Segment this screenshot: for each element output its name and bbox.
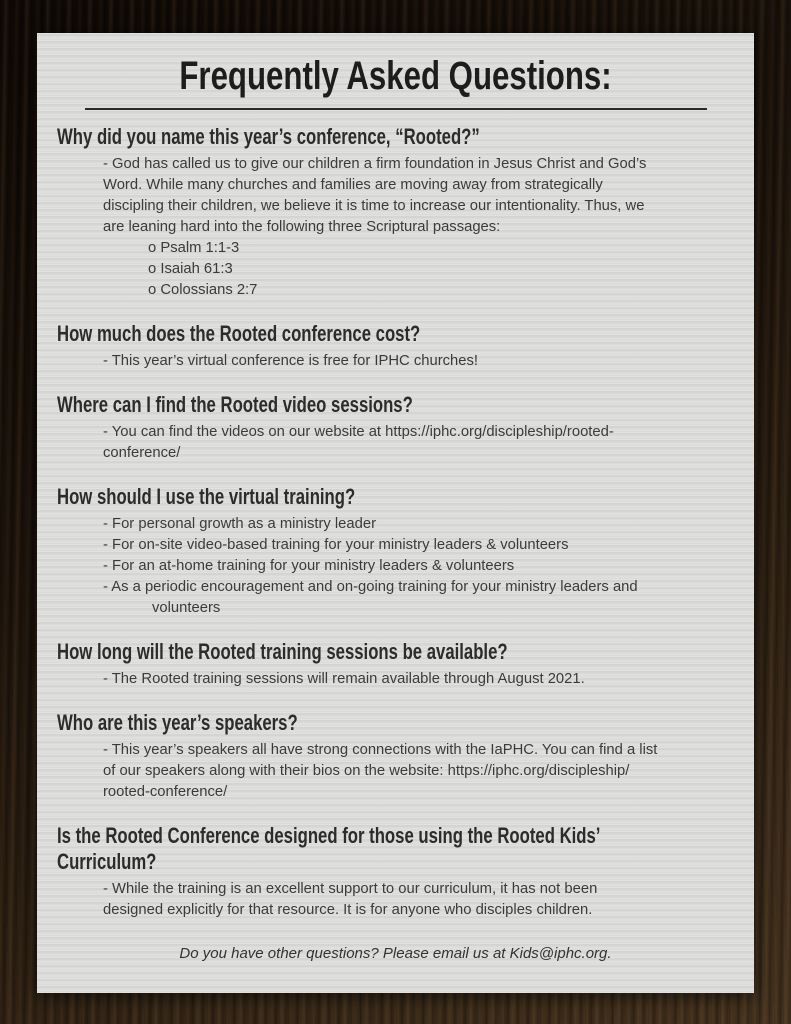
answer xyxy=(57,669,714,690)
question-heading xyxy=(57,823,601,875)
question-line: Where can I find the Rooted video sessions? xyxy=(57,392,413,417)
answer xyxy=(57,154,714,301)
answer-line: discipling their children, we believe it is time to increase our intentionality. Thus, we xyxy=(103,198,645,214)
answer-line: - This year’s speakers all have strong connections with the IaPHC. You can find a list xyxy=(103,742,658,758)
answer-line: - For on-site video-based training for your ministry leaders & volunteers xyxy=(103,537,569,553)
page-title: Frequently Asked Questions: xyxy=(179,54,612,98)
answer-line: - For personal growth as a ministry leader xyxy=(103,516,377,532)
answer-line: - For an at-home training for your ministry leaders & volunteers xyxy=(103,558,515,574)
faq-section xyxy=(57,392,714,464)
question-line: Who are this year’s speakers? xyxy=(57,710,298,735)
answer xyxy=(57,422,714,464)
question-heading xyxy=(57,639,556,665)
answer-line: - While the training is an excellent support to our curriculum, it has not been xyxy=(103,881,598,897)
answer-line: - You can find the videos on our website at https://iphc.org/discipleship/rooted- xyxy=(103,424,614,440)
scripture-bullet-line: o Colossians 2:7 xyxy=(148,282,258,298)
answer xyxy=(57,879,714,921)
faq-section xyxy=(57,321,714,372)
scripture-bullet-line: o Psalm 1:1-3 xyxy=(148,240,240,256)
answer-line: of our speakers along with their bios on the website: https://iphc.org/discipleship/ xyxy=(103,763,630,779)
faq-section xyxy=(57,484,714,619)
question-heading xyxy=(57,484,556,510)
answer xyxy=(57,514,714,619)
title-divider xyxy=(85,108,707,110)
question-heading xyxy=(57,321,556,347)
contact-note: Do you have other questions? Please email us at Kids@iphc.org. xyxy=(179,945,612,962)
answer-line: are leaning hard into the following three Scriptural passages: xyxy=(103,219,501,235)
faq-list xyxy=(37,124,754,921)
question-heading xyxy=(57,710,556,736)
answer-line: designed explicitly for that resource. It is for anyone who disciples children. xyxy=(103,902,593,918)
question-line: How should I use the virtual training? xyxy=(57,484,356,509)
scripture-bullet-line: o Isaiah 61:3 xyxy=(148,261,233,277)
question-heading xyxy=(57,124,556,150)
faq-section xyxy=(57,124,714,301)
faq-section xyxy=(57,639,714,690)
answer-line: - This year’s virtual conference is free for IPHC churches! xyxy=(103,353,479,369)
faq-section xyxy=(57,823,714,921)
answer-line: conference/ xyxy=(103,445,181,461)
question-line: How much does the Rooted conference cost? xyxy=(57,321,421,346)
question-line: Is the Rooted Conference designed for those using the Rooted Kids’ xyxy=(57,823,601,848)
answer xyxy=(57,351,714,372)
question-line: Why did you name this year’s conference, “Rooted?” xyxy=(57,124,480,149)
answer-line: Word. While many churches and families are moving away from strategically xyxy=(103,177,603,193)
answer-line: rooted-conference/ xyxy=(103,784,228,800)
question-line: Curriculum? xyxy=(57,849,157,874)
answer-line: - God has called us to give our children a firm foundation in Jesus Christ and God’s xyxy=(103,156,647,172)
answer-line: - The Rooted training sessions will remain available through August 2021. xyxy=(103,671,585,687)
answer-line: - As a periodic encouragement and on-going training for your ministry leaders and xyxy=(103,579,638,595)
question-heading xyxy=(57,392,556,418)
faq-sheet xyxy=(37,33,754,993)
answer-line: volunteers xyxy=(152,600,221,616)
faq-section xyxy=(57,710,714,803)
question-line: How long will the Rooted training sessions be available? xyxy=(57,639,508,664)
answer xyxy=(57,740,714,803)
